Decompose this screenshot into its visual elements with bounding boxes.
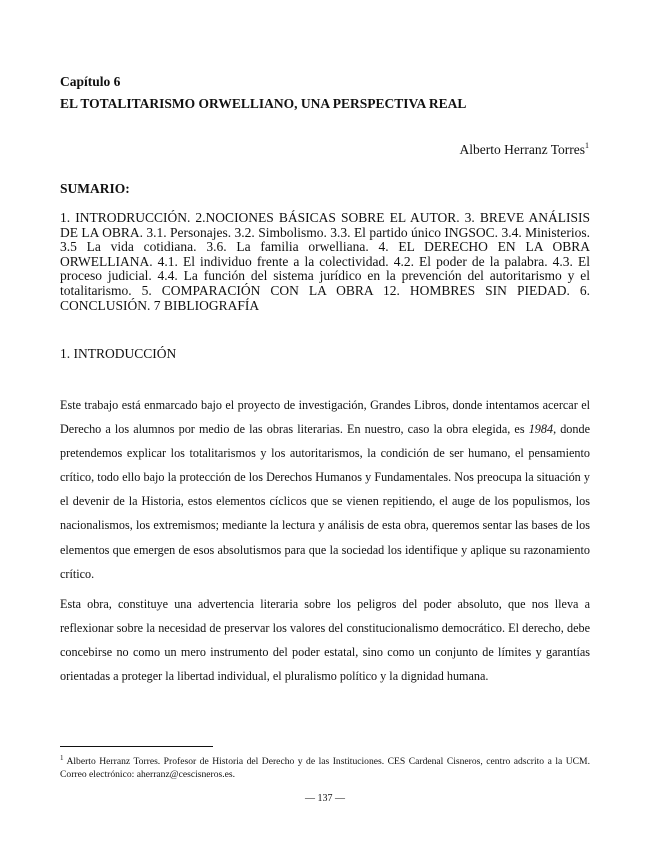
author-line	[459, 141, 589, 158]
chapter-title: EL TOTALITARISMO ORWELLIANO, UNA PERSPECTIVA REAL	[60, 96, 467, 111]
footnote	[60, 752, 590, 781]
section-heading-introduccion: 1. INTRODUCCIÓN	[60, 346, 177, 361]
intro-paragraph-2: Esta obra, constituye una advertencia literaria sobre los peligros del poder absoluto, que nos lleva a reflexionar sobre la necesidad de preservar los valores del constitucionalismo democrático. El derecho, debe concebirse no como un mero instrumento del poder estatal, sino como un conjunto de límites y garantías orientadas a proteger la libertad individual, el pluralismo político y la dignidad humana.	[60, 597, 590, 684]
summary-text: 1. INTRODRUCCIÓN. 2.NOCIONES BÁSICAS SOBRE EL AUTOR. 3. BREVE ANÁLISIS DE LA OBRA. 3.1. Personajes. 3.2. Simbolismo. 3.3. El partido único INGSOC. 3.4. Ministerios. 3.5 La vida cotidiana. 3.6. La familia orwelliana. 4. EL DERECHO EN LA OBRA ORWELLIANA. 4.1. El individuo frente a la colectividad. 4.2. El poder de la palabra. 4.3. El proceso judicial. 4.4. La función del sistema jurídico en la prevención del autoritarismo y el totalitarismo. 5. COMPARACIÓN CON LA OBRA 12. HOMBRES SIN PIEDAD. 6. CONCLUSIÓN. 7 BIBLIOGRAFÍA	[60, 210, 590, 313]
paragraph-1-text-start: Este trabajo está enmarcado bajo el proyecto de investigación, Grandes Libros, donde intentamos acercar el Derecho a los alumnos por medio de las obras literarias. En nuestro, caso la obra elegida, es	[60, 398, 590, 437]
footnote-text: Alberto Herranz Torres. Profesor de Historia del Derecho y de las Instituciones. CES Cardenal Cisneros, centro adscrito a la UCM. Correo electrónico: aherranz@cescisneros.es.	[60, 756, 590, 780]
footnote-marker: 1	[60, 754, 64, 762]
footnote-divider	[60, 746, 213, 747]
book-title-1984: 1984	[528, 422, 554, 437]
author-name: Alberto Herranz Torres	[459, 142, 585, 157]
chapter-label: Capítulo 6	[60, 74, 121, 89]
intro-paragraph-1	[60, 393, 590, 586]
paragraph-1-text-end: , donde pretendemos explicar los totalitarismos y los autoritarismos, la condición de ser humano, el pensamiento crítico, todo ello bajo la protección de los Derechos Humanos y Fundamentales. Nos preocupa la situación y el devenir de la Historia, estos elementos cíclicos que se vienen repitiendo, el auge de los populismos, los nacionalismos, los extremismos; mediante la lectura y análisis de esta obra, queremos sentar las bases de los elementos que emergen de esos absolutismos para que la sociedad los identifique y aplique su razonamiento crítico.	[60, 422, 590, 581]
page-number: — 137 —	[305, 793, 345, 804]
summary-heading: SUMARIO:	[60, 181, 130, 196]
author-footnote-marker[interactable]: 1	[585, 141, 589, 150]
